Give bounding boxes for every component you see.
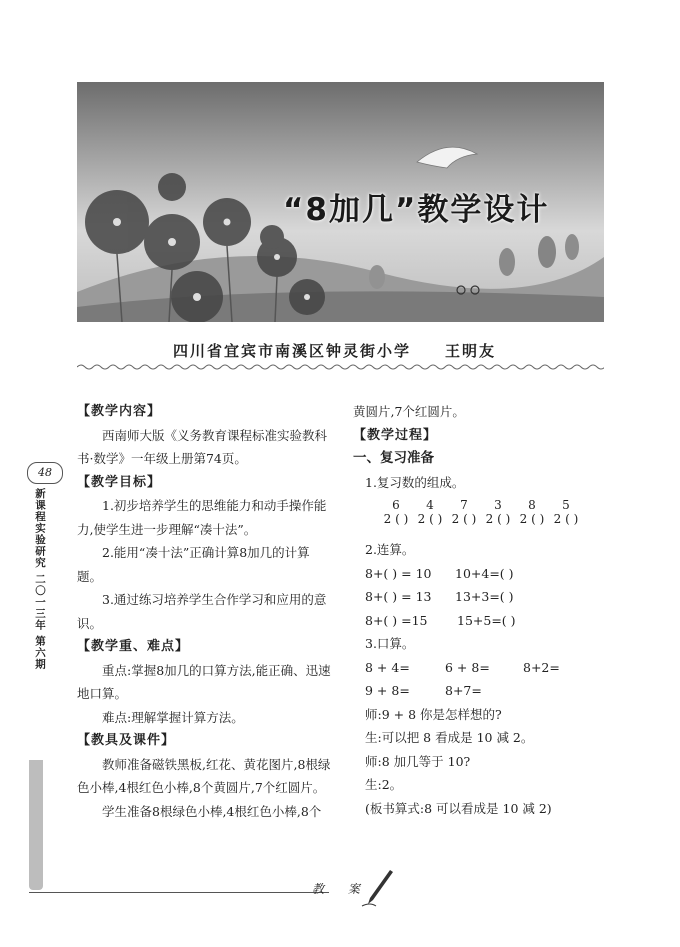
- review-item-1: 1.复习数的组成。: [365, 474, 465, 490]
- page-title: “8加几”教学设计: [283, 192, 550, 228]
- heading-process: 【教学过程】: [353, 427, 438, 443]
- paragraph: 1.初步培养学生的思维能力和动手操作能力,使学生进一步理解“凑十法”。: [77, 498, 327, 537]
- paragraph: 学生准备8根绿色小棒,4根红色小棒,8个: [102, 803, 322, 819]
- number-decomposition: [353, 498, 608, 534]
- heading-content: 【教学内容】: [77, 404, 162, 419]
- review-item-3: 3.口算。: [365, 636, 415, 651]
- exercise-row: 8+( ) = 10 10+4=( ): [365, 565, 514, 581]
- decomp-item: 6 2 ( ): [383, 498, 409, 526]
- heading-materials: 【教具及课件】: [77, 733, 176, 748]
- decomp-item: 5 2 ( ): [553, 498, 579, 526]
- pen-icon: [360, 868, 396, 908]
- wave-divider: [77, 363, 604, 371]
- paragraph: 难点:理解掌握计算方法。: [102, 709, 244, 725]
- section-review: 一、复习准备: [353, 450, 434, 466]
- dialog-line: 师:9 + 8 你是怎样想的?: [365, 706, 502, 722]
- exercise-row: 9 + 8= 8+7=: [365, 683, 482, 698]
- footer-rule: [29, 892, 329, 893]
- sidebar-bar: [29, 760, 43, 890]
- dialog-line: 师:8 加几等于 10?: [365, 753, 471, 769]
- paragraph: 3.通过练习培养学生合作学习和应用的意识。: [77, 592, 327, 631]
- paragraph: 教师准备磁铁黑板,红花、黄花图片,8根绿色小棒,4根红色小棒,8个黄圆片,7个红圆片。: [77, 756, 331, 795]
- decomp-item: 8 2 ( ): [519, 498, 545, 526]
- page-number: 48: [27, 462, 63, 484]
- dialog-line: 生:2。: [365, 777, 403, 792]
- right-column: [353, 400, 608, 820]
- decomp-item: 7 2 ( ): [451, 498, 477, 526]
- journal-name: 新课程实验研究 二〇一三年 第六期: [34, 488, 46, 670]
- exercise-row: 8 + 4= 6 + 8= 8+2=: [365, 659, 560, 675]
- left-column: [77, 400, 332, 823]
- footer-label: 教 案: [312, 882, 370, 896]
- heading-keypoints: 【教学重、难点】: [77, 639, 190, 654]
- paragraph: 重点:掌握8加几的口算方法,能正确、迅速地口算。: [77, 662, 331, 701]
- author-name: 王明友: [445, 342, 497, 360]
- decomp-item: 4 2 ( ): [417, 498, 443, 526]
- paragraph-continued: 黄圆片,7个红圆片。: [353, 404, 465, 419]
- author-line: [173, 340, 496, 361]
- paragraph: 2.能用“凑十法”正确计算8加几的计算题。: [77, 545, 310, 584]
- dialog-line: 生:可以把 8 看成是 10 减 2。: [365, 730, 534, 745]
- review-item-2: 2.连算。: [365, 542, 415, 557]
- author-school: 四川省宜宾市南溪区钟灵街小学: [173, 342, 412, 360]
- exercise-row: 8+( ) =15 15+5=( ): [365, 612, 516, 628]
- heading-objectives: 【教学目标】: [77, 474, 162, 490]
- paragraph: 西南师大版《义务教育课程标准实验教科书·数学》一年级上册第74页。: [77, 427, 328, 466]
- exercise-row: 8+( ) = 13 13+3=( ): [365, 589, 514, 604]
- dialog-line: (板书算式:8 可以看成是 10 减 2): [365, 800, 552, 816]
- decomp-item: 3 2 ( ): [485, 498, 511, 526]
